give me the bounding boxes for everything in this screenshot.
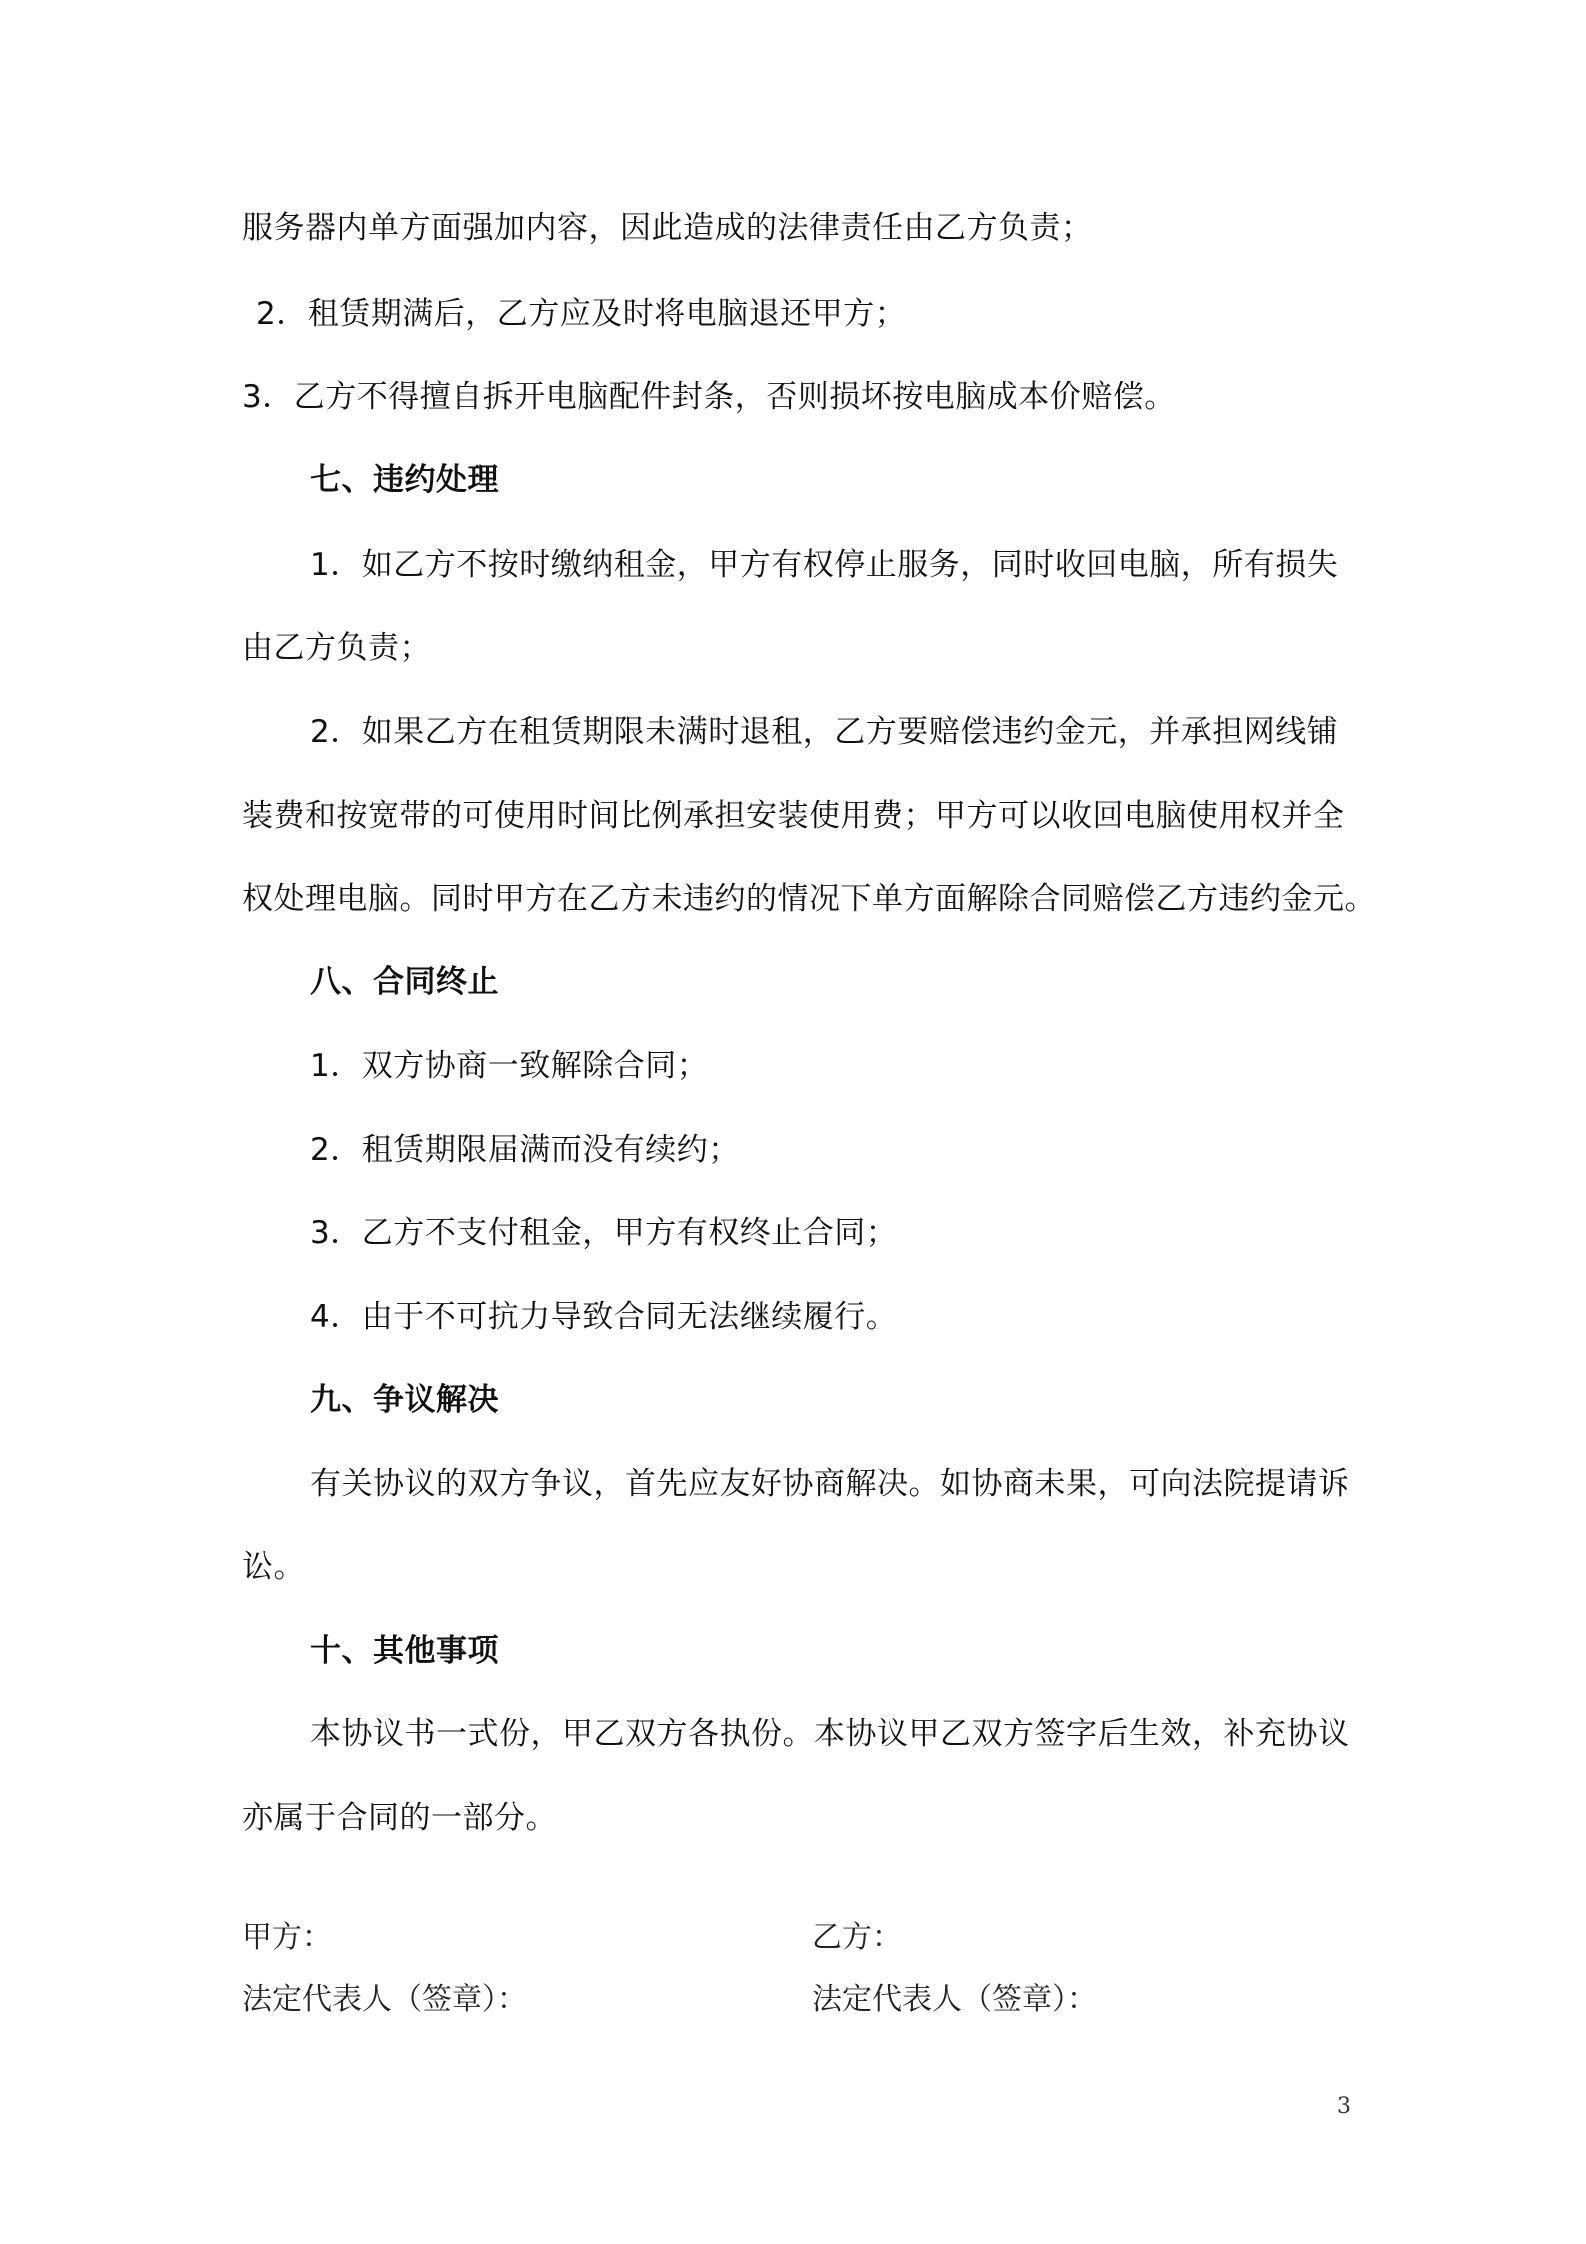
paragraph-line: 亦属于合同的一部分。: [242, 1800, 557, 1836]
list-item: 2．如果乙方在租赁期限未满时退租，乙方要赔偿违约金元，并承担网线铺: [310, 714, 1339, 750]
list-item: 1．如乙方不按时缴纳租金，甲方有权停止服务，同时收回电脑，所有损失: [310, 547, 1339, 583]
party-a-representative-label: 法定代表人（签章）：: [242, 1982, 527, 2017]
paragraph-line: 由乙方负责；: [242, 630, 431, 666]
paragraph-line: 讼。: [242, 1549, 305, 1585]
list-item: 2．租赁期满后，乙方应及时将电脑退还甲方；: [256, 296, 907, 332]
party-a-label: 甲方：: [242, 1920, 332, 1955]
section-heading: 七、违约处理: [310, 462, 499, 498]
section-heading: 八、合同终止: [310, 964, 499, 1000]
party-b-representative-label: 法定代表人（签章）：: [812, 1982, 1097, 2017]
list-item: 1．双方协商一致解除合同；: [310, 1048, 709, 1084]
party-b-label: 乙方：: [812, 1920, 902, 1955]
paragraph-line: 权处理电脑。同时甲方在乙方未违约的情况下单方面解除合同赔偿乙方违约金元。: [242, 881, 1376, 917]
paragraph-line: 本协议书一式份，甲乙双方各执份。本协议甲乙双方签字后生效，补充协议: [310, 1716, 1350, 1752]
paragraph-line: 服务器内单方面强加内容，因此造成的法律责任由乙方负责；: [242, 210, 1093, 246]
section-heading: 十、其他事项: [310, 1633, 499, 1669]
paragraph-line: 有关协议的双方争议，首先应友好协商解决。如协商未果，可向法院提请诉: [310, 1466, 1350, 1502]
list-item: 3．乙方不支付租金，甲方有权终止合同；: [310, 1215, 898, 1251]
section-heading: 九、争议解决: [310, 1382, 499, 1418]
paragraph-line: 装费和按宽带的可使用时间比例承担安装使用费；甲方可以收回电脑使用权并全: [242, 798, 1345, 834]
list-item: 2．租赁期限届满而没有续约；: [310, 1132, 740, 1168]
list-item: 3．乙方不得擅自拆开电脑配件封条，否则损坏按电脑成本价赔偿。: [242, 379, 1176, 415]
list-item: 4．由于不可抗力导致合同无法继续履行。: [310, 1299, 898, 1335]
page-number: 3: [1337, 2094, 1351, 2119]
